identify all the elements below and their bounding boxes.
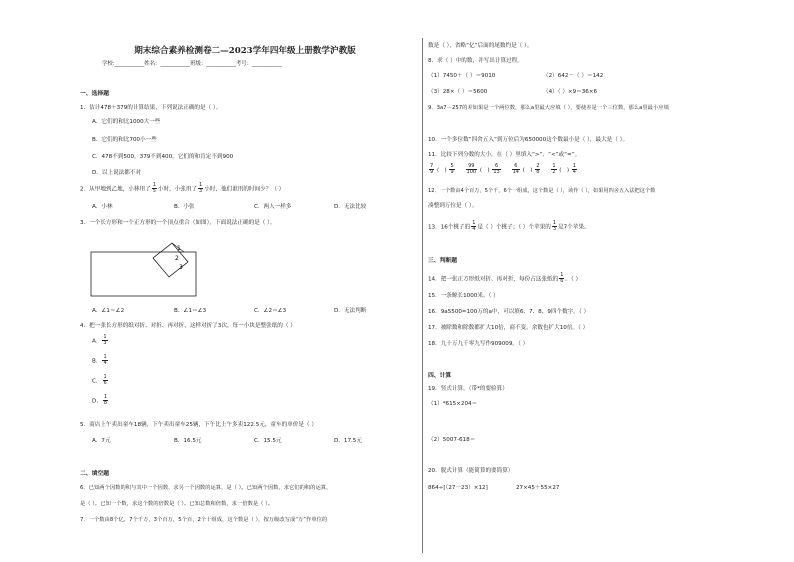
question-6-line-1: 6．已知两个因数的积与其中一个因数，求另一个因数的运算，是（ ）。已知两个因数，求它们的积的运算， — [80, 485, 332, 491]
column-divider — [422, 38, 423, 553]
q14-text-post: 。（ ） — [565, 276, 582, 283]
section-fill-heading: 二、填空题 — [80, 471, 109, 477]
q3-option-d: D．无法判断 — [334, 308, 367, 314]
q11-frac-3-num: 99 — [466, 164, 478, 170]
question-2 — [80, 183, 284, 195]
question-16: 16．9a5500≈100万的a中，可以填6、7、8、9四个数字。（ ） — [428, 309, 590, 315]
q5-option-d: D．17.5元 — [334, 438, 362, 444]
q14-fraction — [559, 273, 564, 285]
q11-blank-2: ( ) — [479, 167, 490, 174]
q13-text-mid: 是（ ）个桃子；（ ）个苹果的 — [477, 224, 551, 231]
question-5: 5．商店上午卖出童车18辆，下午卖出童车25辆，下午比上午多卖122.5元，童车的单价是（ ） — [80, 422, 317, 428]
section-choice-heading: 一、选择题 — [80, 91, 109, 97]
q2-fraction-2 — [198, 183, 203, 195]
q11-frac-1-den: 9 — [430, 169, 434, 176]
q14-text-pre: 14．把一张正方形纸对折、再对折，每份占这张纸的 — [428, 276, 559, 283]
question-7-cont: 数是（ ），省略“亿”后面的尾数约是（ ）。 — [428, 43, 533, 49]
question-4: 4．把一张长方形的纸对折、对折、再对折，这样对折了3次，每一小块是整张纸的（ ） — [80, 323, 296, 329]
figure-label-3: 3 — [179, 264, 183, 271]
figure-label-2: 2 — [175, 255, 179, 262]
q11-frac-1 — [429, 164, 434, 176]
q4-b-num: 1 — [103, 354, 107, 360]
q5-option-b: B．16.5元 — [174, 438, 202, 444]
q2-frac2-den: 3 — [199, 188, 203, 195]
question-19: 19．竖式计算。（带*的要验算） — [428, 386, 508, 392]
q11-frac-5-den: 14 — [512, 169, 519, 176]
q8-item-4: （4）（ ）×9＝36×6 — [543, 89, 598, 95]
q11-frac-7-den: 2 — [552, 169, 556, 176]
q11-frac-2 — [449, 164, 454, 176]
q11-frac-7-num: 1 — [552, 163, 556, 169]
question-10: 10．一个多位数“四舍五入”到万位后为650000这个数最小是（ ），最大是（ ）。 — [428, 137, 629, 143]
q8-item-2: （2）642－（ ）＝142 — [543, 73, 604, 79]
question-13 — [428, 221, 590, 233]
q13-text-post: 是7个苹果。 — [558, 224, 590, 231]
question-1: 1．估计478＋379的计算结果，下列说法正确的是（ ）。 — [80, 105, 222, 111]
q1-option-b: B．它们的和比700小一些 — [92, 137, 157, 143]
q4-c-num: 1 — [103, 374, 107, 380]
q11-frac-4-num: 6 — [492, 164, 500, 170]
q5-option-c: C．15.5元 — [254, 438, 282, 444]
q11-frac-8-den: 4 — [572, 169, 576, 176]
q11-frac-8 — [572, 164, 577, 176]
question-18: 18．九十万九千零九写作909009。（ ） — [428, 341, 529, 347]
q4-a-den: 3 — [103, 340, 107, 347]
q11-blank-3: ( ) — [522, 167, 533, 174]
q2-option-b: B．小张 — [174, 204, 195, 210]
rectangle-square-figure — [90, 236, 200, 298]
q11-frac-5-num: 6 — [512, 164, 520, 170]
q4-option-a — [92, 335, 109, 347]
question-12-line-1: 12．一个数由4个百万，5个千，6个一组成，这个数是（ ），读作（ ），如果用四舍五入法把这个数 — [428, 188, 656, 194]
question-15: 15．一条鲸长1000米。（ ） — [428, 293, 499, 299]
question-12-line-2: 凑整到万位是（ ）。 — [428, 203, 478, 209]
q14-frac-den: 6 — [560, 278, 564, 285]
q1-option-d: D．以上说法都不对 — [92, 170, 142, 176]
question-14 — [428, 273, 581, 285]
q11-frac-4-den: 13 — [493, 169, 500, 176]
q11-frac-7 — [551, 164, 556, 176]
q2-frac2-num: 1 — [199, 182, 203, 188]
q2-text-post: 小时，他们谁用的时间少？（ ） — [204, 186, 285, 193]
q2-text-mid: 小时，小张用了 — [157, 186, 198, 193]
q14-frac-num: 1 — [560, 272, 564, 278]
q2-fraction-1 — [152, 183, 157, 195]
q19-part-2: （2）5007-618＝ — [428, 437, 476, 443]
section-judge-heading: 三、判断题 — [428, 258, 457, 264]
q13-fraction-2 — [552, 221, 557, 233]
q4-a-num: 1 — [103, 334, 107, 340]
figure-label-1: 1 — [177, 245, 181, 252]
q11-frac-6 — [535, 164, 540, 176]
q11-frac-1-num: 7 — [430, 163, 434, 169]
q11-frac-2-den: 9 — [450, 169, 454, 176]
question-17: 17．被除数和除数都扩大10倍，商不变，余数也扩大10倍。（ ） — [428, 325, 589, 331]
q11-blank-1: ( ) — [436, 167, 447, 174]
figure-square — [153, 243, 188, 277]
q4-fraction-c — [103, 375, 108, 387]
question-11: 11．比较下列分数的大小，在（ ）里填入“>”、“<”或“=”。 — [428, 152, 581, 158]
q4-letter-c: C． — [92, 378, 102, 385]
q11-frac-2-num: 5 — [450, 163, 454, 169]
q3-option-a: A．∠1＝∠2 — [92, 308, 125, 314]
q4-b-den: 4 — [103, 360, 107, 367]
question-20: 20．脱式计算（能简算的要简算） — [428, 468, 514, 474]
q19-part-1: （1）*615×204＝ — [428, 401, 478, 407]
q4-letter-a: A． — [92, 338, 102, 345]
page-title: 期末综合素养检测卷二—2023学年四年级上册数学沪教版 — [134, 46, 356, 56]
q4-fraction-d — [103, 395, 108, 407]
q11-frac-5 — [512, 164, 520, 176]
q4-letter-d: D． — [92, 398, 102, 405]
q13-frac1-den: 4 — [472, 226, 476, 233]
q4-option-d — [92, 395, 109, 407]
figure-rectangle — [91, 252, 196, 296]
q11-frac-3-den: 100 — [466, 169, 477, 176]
q8-item-3: （3）28×（ ）＝5600 — [428, 89, 488, 95]
q4-letter-b: B． — [92, 358, 102, 365]
q20-expression-1: 864÷[（27－23）×12] — [428, 485, 488, 491]
q4-option-c — [92, 375, 109, 387]
q4-option-b — [92, 355, 109, 367]
q11-frac-4 — [492, 164, 500, 176]
question-6-line-2: 是（ ）。已知一个数，求这个数的倍数是（ ）。已知总数和倍数，求一倍数是（ ）。 — [80, 501, 274, 507]
q5-option-a: A．7元 — [92, 438, 111, 444]
q2-frac1-den: 5 — [152, 188, 156, 195]
q11-frac-6-num: 2 — [536, 163, 540, 169]
question-7: 7．一个数由8个亿，7个千万，3个百万，5个百，2个十组成，这个数是（ ），按万级改写成“万”作单位的 — [80, 517, 328, 523]
q3-option-c: C．∠2＝∠3 — [254, 308, 287, 314]
q4-d-den: 8 — [103, 400, 108, 407]
q3-option-b: B．∠1＝∠3 — [174, 308, 207, 314]
q11-frac-8-num: 1 — [572, 163, 576, 169]
q4-c-den: 6 — [103, 380, 107, 387]
q20-expression-2: 27×45＋55×27 — [516, 485, 560, 491]
student-info-line: 学校:___________姓名：___________班级：___________考号：___________ — [102, 61, 282, 67]
q2-text-pre: 2．从甲地到乙地，小林用了 — [80, 186, 151, 193]
q1-option-a: A．它们的和比1000大一些 — [92, 119, 161, 125]
q11-comparison-row — [428, 164, 578, 176]
q11-blank-4: ( ) — [559, 167, 569, 174]
q13-frac1-num: 1 — [472, 220, 476, 226]
q4-d-num: 1 — [103, 394, 108, 400]
q4-fraction-a — [102, 335, 107, 347]
q4-fraction-b — [102, 355, 107, 367]
q13-frac2-den: 3 — [552, 226, 557, 233]
q11-frac-6-den: 8 — [536, 169, 540, 176]
q11-frac-3 — [466, 164, 478, 176]
q13-fraction-1 — [471, 221, 476, 233]
q2-frac1-num: 1 — [152, 182, 156, 188]
q2-option-c: C．两人一样多 — [254, 204, 292, 210]
q2-option-a: A．小林 — [92, 204, 113, 210]
section-calc-heading: 四、计算 — [428, 373, 452, 379]
question-9: 9．3a7－257的差如果是一个两位数，那么a里最大应填（ ），要使差是一个三位数，那么a里最小应填 — [428, 105, 669, 111]
q1-option-c: C．478不到500，379不到400，它们的和肯定不到900 — [92, 154, 234, 160]
q8-item-1: （1）7450＋（ ）＝9010 — [428, 73, 496, 79]
q13-text-pre: 13．16个桃子的 — [428, 224, 471, 231]
question-8: 8．求（ ）中的数，并写出计算过程。 — [428, 58, 523, 64]
q2-option-d: D．无法比较 — [334, 204, 367, 210]
q13-frac2-num: 1 — [552, 220, 557, 226]
question-3: 3．一个长方形和一个正方形的一个顶点重合（如图），下面说法正确的是（ ）。 — [80, 220, 276, 226]
